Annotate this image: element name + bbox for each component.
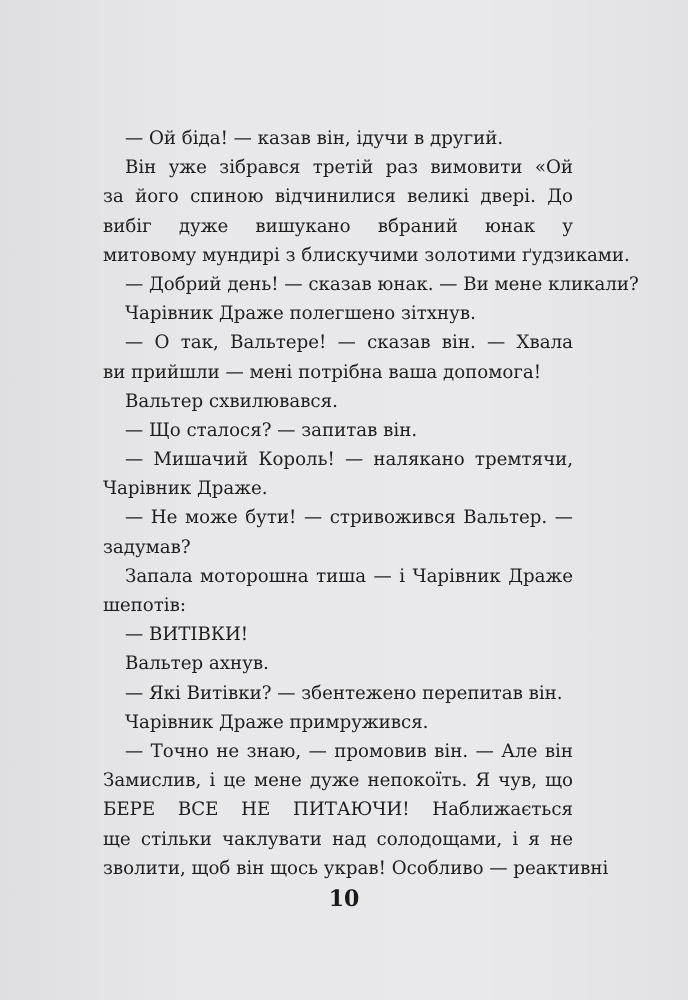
page-number: 10 bbox=[328, 886, 360, 912]
paragraph-first-line: — ВИТІВКИ! bbox=[125, 624, 249, 646]
paragraph-line: БЕРЕ ВСЕ НЕ ПИТАЮЧИ! Наближається bbox=[103, 799, 573, 821]
paragraph-line: вибіг дуже вишукано вбраний юнак у bbox=[103, 215, 573, 237]
paragraph-line: шепотів: bbox=[103, 595, 186, 616]
paragraph-first-line: — Добрий день! — сказав юнак. — Ви мене кликали? bbox=[125, 273, 639, 295]
paragraph-first-line: — Не може бути! — стривожився Вальтер. — bbox=[125, 507, 573, 529]
paragraph-first-line: Чарівник Драже примружився. bbox=[125, 711, 429, 733]
paragraph-line: зволити, щоб він щось украв! Особливо — реактивні bbox=[103, 857, 609, 879]
paragraph-first-line: Вальтер схвилювався. bbox=[125, 390, 338, 412]
paragraph-first-line: — Які Витівки? — збентежено перепитав він. bbox=[125, 682, 563, 704]
paragraph-first-line: — Ой біда! — казав він, ідучи в другий. bbox=[125, 128, 504, 149]
paragraph-first-line: Чарівник Драже полегшено зітхнув. bbox=[125, 303, 476, 325]
paragraph-first-line: Вальтер ахнув. bbox=[125, 653, 269, 675]
paragraph-first-line: Запала моторошна тиша — і Чарівник Драже bbox=[125, 565, 573, 587]
paragraph-line: задумав? bbox=[103, 536, 191, 558]
paragraph-line: ще стільки чаклувати над солодощами, і я не bbox=[103, 828, 573, 850]
paragraph-first-line: — Що сталося? — запитав він. bbox=[125, 419, 418, 441]
paragraph-first-line: Він уже зібрався третій раз вимовити «Ой bbox=[125, 157, 573, 179]
paragraph-line: Чарівник Драже. bbox=[103, 478, 268, 500]
paragraph-line: Замислив, і це мене дуже непокоїть. Я чув, що bbox=[103, 770, 573, 792]
paragraph-line: за його спиною відчинилися великі двері. До bbox=[103, 186, 573, 208]
body-text bbox=[103, 124, 639, 883]
paragraph-first-line: — Мишачий Король! — налякано тремтячи, bbox=[125, 449, 573, 471]
paragraph-line: ви прийшли — мені потрібна ваша допомога! bbox=[103, 361, 542, 383]
paragraph-first-line: — О так, Вальтере! — сказав він. — Хвала bbox=[125, 332, 573, 354]
paragraph-line: митовому мундирі з блискучими золотими ґудзиками. bbox=[103, 244, 630, 266]
paragraph-first-line: — Точно не знаю, — промовив він. — Але він bbox=[125, 740, 573, 762]
